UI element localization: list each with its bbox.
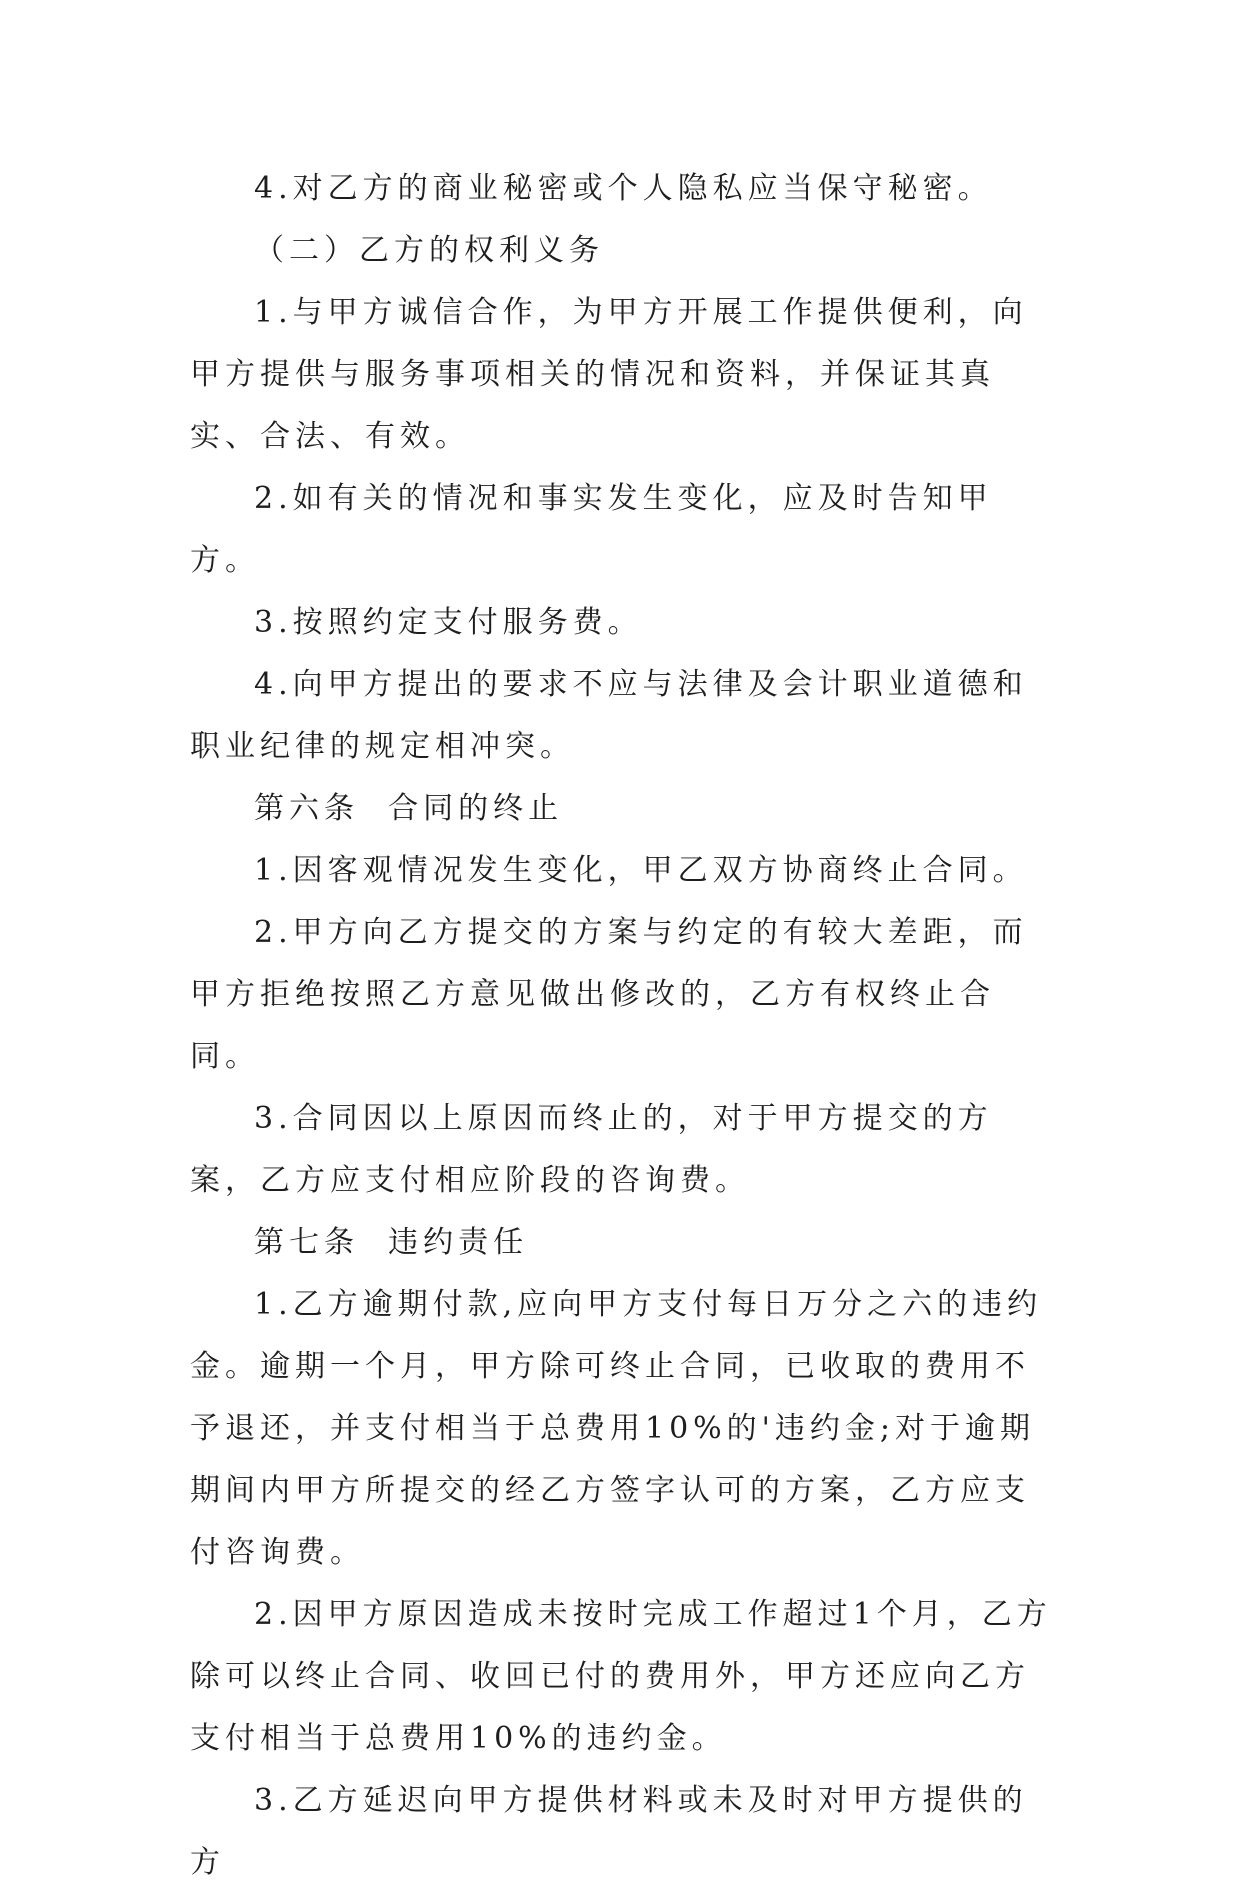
paragraph-1-termination-objective: 1.因客观情况发生变化，甲乙双方协商终止合同。 xyxy=(254,853,1028,888)
article-heading-termination: 第六条 合同的终止 xyxy=(254,791,564,826)
article-heading-liability: 第七条 违约责任 xyxy=(254,1225,529,1260)
paragraph-4-confidentiality: 4.对乙方的商业秘密或个人隐私应当保守秘密。 xyxy=(254,171,993,206)
paragraph-3-termination-fees: 3.合同因以上原因而终止的，对于甲方提交的方案，乙方应支付相应阶段的咨询费。 xyxy=(190,1101,993,1198)
document-body xyxy=(190,158,1062,1894)
paragraph-2-party-a-delay: 2.因甲方原因造成未按时完成工作超过1个月，乙方除可以终止合同、收回已付的费用外，甲方还应向乙方支付相当于总费用10%的违约金。 xyxy=(190,1597,1052,1756)
paragraph-2-notify-changes: 2.如有关的情况和事实发生变化，应及时告知甲方。 xyxy=(190,481,993,578)
paragraph-1-late-payment: 1.乙方逾期付款,应向甲方支付每日万分之六的违约金。逾期一个月，甲方除可终止合同，已收取的费用不予退还，并支付相当于总费用10%的'违约金;对于逾期期间内甲方所提交的经乙方签字认可的方案，乙方应支付咨询费。 xyxy=(190,1287,1043,1570)
paragraph-2-termination-gap: 2.甲方向乙方提交的方案与约定的有较大差距，而甲方拒绝按照乙方意见做出修改的，乙方有权终止合同。 xyxy=(190,915,1028,1074)
paragraph-3-pay-fees: 3.按照约定支付服务费。 xyxy=(254,605,643,640)
paragraph-1-cooperation: 1.与甲方诚信合作，为甲方开展工作提供便利，向甲方提供与服务事项相关的情况和资料，并保证其真实、合法、有效。 xyxy=(190,295,1028,454)
paragraph-4-requirements: 4.向甲方提出的要求不应与法律及会计职业道德和职业纪律的规定相冲突。 xyxy=(190,667,1028,764)
section-heading-party-b-rights: （二）乙方的权利义务 xyxy=(254,233,604,268)
paragraph-3-party-b-delay: 3.乙方延迟向甲方提供材料或未及时对甲方提供的方 xyxy=(190,1783,1028,1880)
